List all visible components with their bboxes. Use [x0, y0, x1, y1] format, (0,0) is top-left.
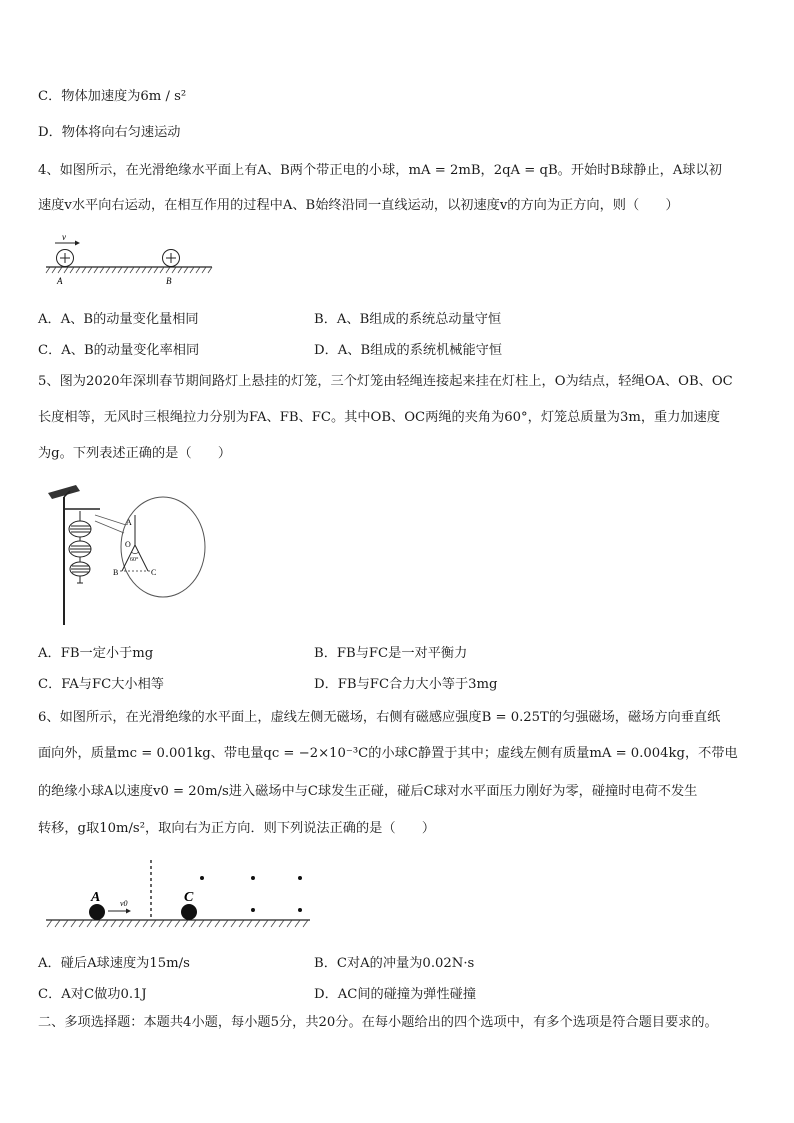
q4-option-a: A．A、B的动量变化量相同: [38, 312, 199, 327]
point-a-label: A: [126, 518, 132, 527]
q6-stem-line-3: 的绝缘小球A以速度v0 = 20m/s进入磁场中与C球发生正碰，碰后C球对水平面压力刚好为零，碰撞时电荷不发生: [38, 784, 698, 799]
ball-a-label: A: [91, 890, 101, 905]
q3-option-c: C．物体加速度为6m / s²: [38, 89, 187, 104]
ball-c-label: C: [184, 890, 194, 905]
section-2-heading: 二、多项选择题：本题共4小题，每小题5分，共20分。在每小题给出的四个选项中，有多个选项是符合题目要求的。: [38, 1015, 718, 1030]
label-a: A: [57, 276, 63, 286]
velocity-label: v0: [120, 899, 128, 908]
q4-option-c: C．A、B的动量变化率相同: [38, 343, 200, 358]
velocity-label: v: [62, 232, 66, 242]
point-o-label: O: [125, 540, 131, 549]
q5-option-a: A．FB一定小于mg: [38, 646, 154, 661]
q6-stem-line-4: 转移，g取10m/s²，取向右为正方向．则下列说法正确的是（ ）: [38, 821, 436, 836]
q6-option-a: A．碰后A球速度为15m/s: [38, 956, 190, 971]
label-b: B: [166, 276, 172, 286]
angle-label: 60°: [130, 557, 139, 563]
q6-figure: [44, 858, 314, 930]
q4-figure: [44, 232, 216, 288]
q5-figure: [40, 485, 210, 627]
q4-option-b: B．A、B组成的系统总动量守恒: [314, 312, 502, 327]
ball-c: [181, 904, 197, 920]
q6-option-d: D．AC间的碰撞为弹性碰撞: [314, 987, 477, 1002]
q6-stem-line-2: 面向外，质量mc = 0.001kg、带电量qc = −2×10⁻³C的小球C静置于其中；虚线左侧有质量mA = 0.004kg，不带电: [38, 746, 738, 761]
q5-stem-line-2: 长度相等，无风时三根绳拉力分别为FA、FB、FC。其中OB、OC两绳的夹角为60°，灯笼总质量为3m，重力加速度: [38, 410, 720, 425]
q4-option-d: D．A、B组成的系统机械能守恒: [314, 343, 503, 358]
q3-option-d: D．物体将向右匀速运动: [38, 125, 181, 140]
q6-stem-line-1: 6、如图所示，在光滑绝缘的水平面上，虚线左侧无磁场，右侧有磁感应强度B = 0.25T的匀强磁场，磁场方向垂直纸: [38, 710, 721, 725]
q5-option-b: B．FB与FC是一对平衡力: [314, 646, 468, 661]
point-b-label: B: [113, 568, 119, 577]
q5-stem-line-1: 5、图为2020年深圳春节期间路灯上悬挂的灯笼，三个灯笼由轻绳连接起来挂在灯柱上，O为结点，轻绳OA、OB、OC: [38, 374, 733, 389]
q6-option-c: C．A对C做功0.1J: [38, 987, 147, 1002]
q5-option-d: D．FB与FC合力大小等于3mg: [314, 677, 498, 692]
q5-stem-line-3: 为g。下列表述正确的是（ ）: [38, 446, 232, 461]
q4-stem-line-2: 速度v水平向右运动，在相互作用的过程中A、B始终沿同一直线运动，以初速度v的方向为正方向，则（ ）: [38, 198, 679, 213]
ball-a: [89, 904, 105, 920]
q5-option-c: C．FA与FC大小相等: [38, 677, 164, 692]
q4-stem-line-1: 4、如图所示，在光滑绝缘水平面上有A、B两个带正电的小球，mA = 2mB，2qA = qB。开始时B球静止，A球以初: [38, 163, 722, 178]
point-c-label: C: [151, 568, 157, 577]
q6-option-b: B．C对A的冲量为0.02N·s: [314, 956, 475, 971]
lanterns-image: [69, 511, 91, 583]
magnetic-field-dots: [200, 876, 302, 912]
